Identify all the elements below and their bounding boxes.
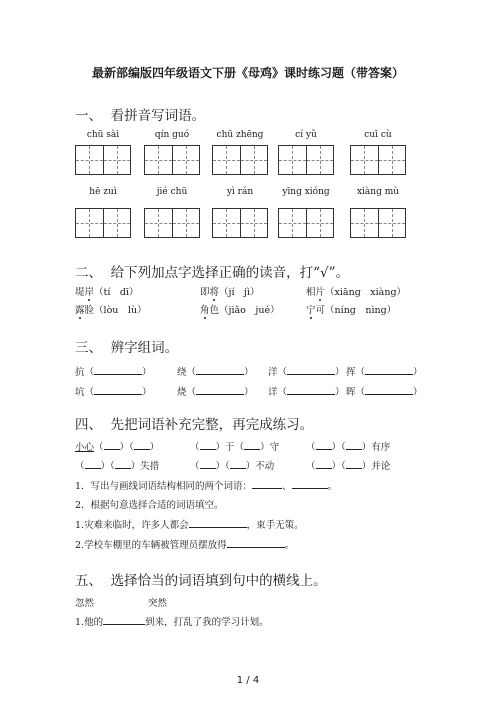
question-4-3[interactable]: 1.灾难来临时，许多人都会 ，束手无策。 <box>75 520 304 531</box>
reading-item-4[interactable]: 露脸（lòu lù） <box>75 305 147 316</box>
bianzi-item[interactable]: 绕（ ） <box>177 367 254 378</box>
writing-cell[interactable] <box>145 146 172 174</box>
word-option-2: 突然 <box>148 598 168 609</box>
writing-cell[interactable] <box>306 146 334 174</box>
section-4-heading: 四、 先把词语补充完整，再完成练习。 <box>75 417 314 433</box>
pinyin-label: yì rán <box>226 187 254 197</box>
answer-blank[interactable] <box>365 365 413 375</box>
section-2-heading: 二、 给下列加点字选择正确的读音，打“√”。 <box>75 265 349 281</box>
bianzi-item[interactable]: 抗（ ） <box>75 367 152 378</box>
pinyin-label: hē zuì <box>89 187 117 197</box>
writing-cell[interactable] <box>240 146 268 174</box>
question-4-2: 2．根据句意选择合适的词语填空。 <box>75 500 224 511</box>
pinyin-label: chū sài <box>86 130 120 140</box>
bianzi-char: 晖 <box>346 387 356 398</box>
reading-item-6[interactable]: 宁可（níng nìng） <box>306 305 397 316</box>
writing-box[interactable] <box>278 208 334 238</box>
writing-cell[interactable] <box>378 209 406 237</box>
section-1-heading: 一、 看拼音写词语。 <box>75 108 206 124</box>
bianzi-item[interactable]: 洋（ ） <box>268 367 345 378</box>
idiom-2[interactable]: （ ）于（ ）守 <box>190 442 280 453</box>
idiom-5[interactable]: （ ）（ ）不动 <box>190 461 275 472</box>
section-3-heading: 三、 辨字组词。 <box>75 340 179 356</box>
writing-box[interactable] <box>350 208 406 238</box>
bianzi-char: 抗 <box>75 367 85 378</box>
writing-box[interactable] <box>144 208 200 238</box>
answer-blank[interactable] <box>287 385 335 395</box>
writing-cell[interactable] <box>378 146 406 174</box>
writing-cell[interactable] <box>172 146 200 174</box>
reading-item-2[interactable]: 即将（jí jì） <box>200 287 260 298</box>
answer-blank[interactable] <box>365 385 413 395</box>
writing-box[interactable] <box>350 145 406 175</box>
bianzi-item[interactable]: 晖（ ） <box>346 387 423 398</box>
answer-blank[interactable] <box>287 365 335 375</box>
bianzi-char: 洋 <box>268 367 278 378</box>
writing-cell[interactable] <box>351 209 378 237</box>
answer-blank[interactable] <box>196 385 244 395</box>
page-title: 最新部编版四年级语文下册《母鸡》课时练习题（带答案） <box>91 66 404 80</box>
writing-cell[interactable] <box>240 209 268 237</box>
writing-cell[interactable] <box>76 209 103 237</box>
answer-blank[interactable] <box>94 385 142 395</box>
pinyin-label: cuī cù <box>364 130 392 140</box>
question-4-4[interactable]: 2.学校车棚里的车辆被管理员摆放得 。 <box>75 540 295 551</box>
question-4-1[interactable]: 1．写出与画线词语结构相同的两个词语： 、 。 <box>75 481 338 492</box>
answer-blank[interactable] <box>196 365 244 375</box>
writing-box[interactable] <box>212 208 268 238</box>
bianzi-item[interactable]: 坑（ ） <box>75 387 152 398</box>
page-number: 1 / 4 <box>236 675 260 686</box>
reading-item-5[interactable]: 角色（jiǎo jué） <box>200 305 280 316</box>
writing-cell[interactable] <box>103 146 131 174</box>
writing-cell[interactable] <box>76 146 103 174</box>
pinyin-label: qín guó <box>154 130 190 140</box>
writing-cell[interactable] <box>172 209 200 237</box>
bianzi-item[interactable]: 烧（ ） <box>177 387 254 398</box>
reading-item-3[interactable]: 相片（xiāng xiàng） <box>306 287 407 298</box>
pinyin-label: xiàng mù <box>356 187 400 197</box>
writing-cell[interactable] <box>279 146 306 174</box>
pinyin-label: yīng xióng <box>282 187 330 197</box>
writing-box[interactable] <box>278 145 334 175</box>
idiom-4[interactable]: （ ）（ ）失措 <box>75 461 160 472</box>
section-5-heading: 五、 选择恰当的词语填到句中的横线上。 <box>75 573 327 589</box>
bianzi-char: 绕 <box>177 367 187 378</box>
word-option-1: 忽然 <box>75 598 95 609</box>
writing-cell[interactable] <box>103 209 131 237</box>
writing-box[interactable] <box>212 145 268 175</box>
answer-blank[interactable] <box>94 365 142 375</box>
writing-cell[interactable] <box>145 209 172 237</box>
idiom-1[interactable]: 小心（ ）（ ） <box>75 442 160 453</box>
bianzi-char: 烧 <box>177 387 187 398</box>
pinyin-label: chū zhēng <box>216 130 264 140</box>
writing-cell[interactable] <box>213 146 240 174</box>
bianzi-char: 挥 <box>346 367 356 378</box>
pinyin-label: cí yǔ <box>295 130 317 140</box>
writing-cell[interactable] <box>279 209 306 237</box>
idiom-6[interactable]: （ ）（ ）并论 <box>306 461 391 472</box>
writing-cell[interactable] <box>351 146 378 174</box>
pinyin-label: jié chū <box>156 187 188 197</box>
idiom-3[interactable]: （ ）（ ）有序 <box>306 442 391 453</box>
writing-box[interactable] <box>75 208 131 238</box>
bianzi-item[interactable]: 详（ ） <box>268 387 345 398</box>
writing-cell[interactable] <box>306 209 334 237</box>
bianzi-item[interactable]: 挥（ ） <box>346 367 423 378</box>
writing-box[interactable] <box>144 145 200 175</box>
bianzi-char: 坑 <box>75 387 85 398</box>
bianzi-char: 详 <box>268 387 278 398</box>
reading-item-1[interactable]: 堤岸（tí dī） <box>75 287 139 298</box>
question-5-1[interactable]: 1.他的 到来，打乱了我的学习计划。 <box>75 617 269 628</box>
writing-box[interactable] <box>75 145 131 175</box>
writing-cell[interactable] <box>213 209 240 237</box>
